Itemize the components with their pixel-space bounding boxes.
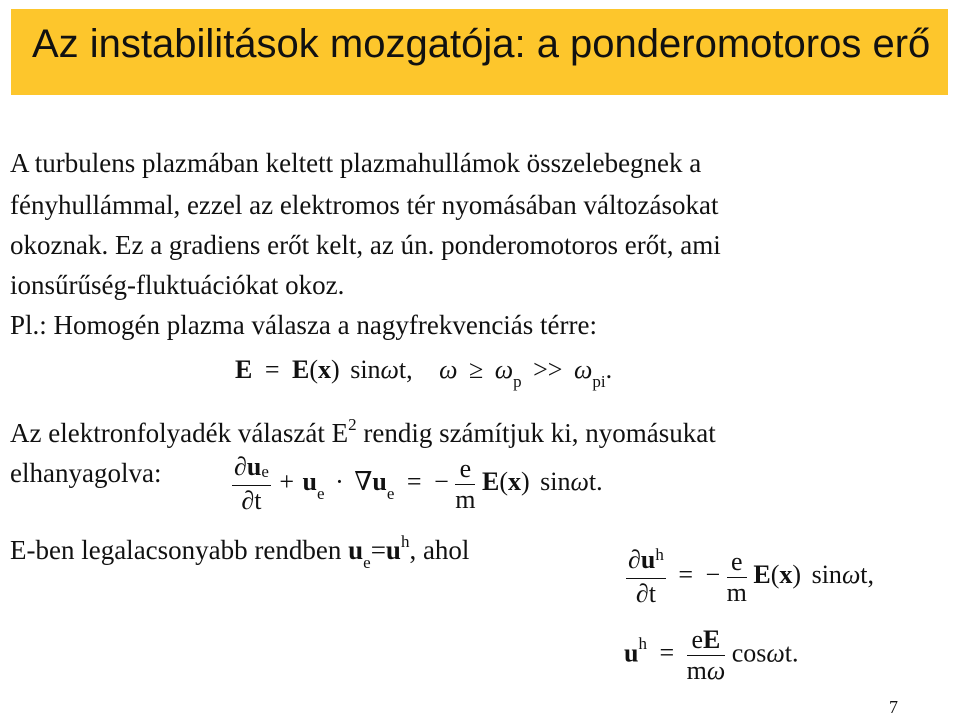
eq1-rhs-E: E bbox=[292, 355, 310, 384]
eq1-equals: = bbox=[264, 355, 280, 384]
paragraph2-line-2: elhanyagolva: bbox=[10, 458, 162, 488]
paragraph-line-2: fényhullámmal, ezzel az elektromos tér nyomásában változásokat bbox=[10, 190, 719, 220]
equation-velocity-derivative bbox=[626, 545, 874, 609]
eq1-p-sub: p bbox=[513, 372, 522, 391]
eq2-sin: sin bbox=[540, 466, 571, 496]
eq3-sin: sin bbox=[811, 559, 842, 589]
paragraph-line-5: Pl.: Homogén plazma válasza a nagyfrekvenciás térre: bbox=[10, 310, 597, 340]
p3-e-sub: e bbox=[363, 553, 371, 572]
eq1-omega-pi: ω bbox=[573, 355, 593, 384]
eq2-paren-close: ) bbox=[521, 466, 530, 496]
eq2-dt-partial: ∂ bbox=[241, 486, 255, 515]
eq2-omega: ω bbox=[570, 466, 589, 496]
eq2-minus: − bbox=[434, 466, 449, 496]
eq2-E: E bbox=[481, 466, 500, 496]
eq1-cond-omega: ω bbox=[439, 355, 458, 384]
eq3-paren-close: ) bbox=[792, 559, 802, 589]
p3-eq: = bbox=[370, 535, 386, 565]
equation-electron-fluid bbox=[232, 452, 603, 516]
eq1-x: x bbox=[318, 355, 332, 384]
eq4-omega: ω bbox=[766, 638, 785, 668]
paragraph-line-1: A turbulens plazmában keltett plazmahullámok összelebegnek a bbox=[10, 148, 702, 178]
eq2-paren-open: ( bbox=[499, 466, 508, 496]
eq3-partial: ∂ bbox=[628, 545, 641, 574]
eq2-plus: + bbox=[279, 466, 295, 496]
eq3-dt-t: t bbox=[648, 579, 656, 608]
p3-suffix: , ahol bbox=[409, 535, 470, 565]
paragraph-line-3: okoznak. Ez a gradiens erőt kelt, az ún. ponderomotoros erőt, ami bbox=[10, 230, 721, 260]
eq1-geq: ≥ bbox=[469, 355, 484, 384]
p3-h-sup: h bbox=[400, 532, 410, 551]
equation-velocity bbox=[624, 625, 799, 686]
eq3-minus: − bbox=[705, 559, 721, 589]
eq4-frac-num-E: E bbox=[703, 625, 721, 654]
eq4-eE-over-momega bbox=[687, 625, 726, 686]
p3-u2: u bbox=[385, 535, 401, 565]
eq2-t: t. bbox=[588, 466, 603, 496]
paragraph-line-4: ionsűrűség-fluktuációkat okoz. bbox=[10, 270, 345, 300]
eq3-e-over-m bbox=[727, 547, 747, 608]
eq2-e-sub3: e bbox=[386, 483, 395, 503]
eq2-frac-num: e bbox=[455, 454, 475, 485]
p2-sup: 2 bbox=[348, 415, 357, 434]
eq3-dt-partial: ∂ bbox=[635, 579, 649, 608]
eq4-h-sup: h bbox=[638, 634, 647, 654]
eq1-paren-open: ( bbox=[309, 355, 319, 384]
eq3-frac-num: e bbox=[727, 547, 747, 578]
eq2-e-sub: e bbox=[261, 462, 269, 481]
eq3-x: x bbox=[779, 559, 793, 589]
p3-u: u bbox=[348, 535, 364, 565]
eq4-cos: cos bbox=[731, 638, 767, 668]
eq1-period: . bbox=[605, 355, 613, 384]
eq1-lhs: E bbox=[235, 355, 253, 384]
eq2-partial: ∂ bbox=[234, 452, 247, 481]
eq2-nabla: ∇ bbox=[354, 466, 373, 496]
eq1-paren-close: ) bbox=[331, 355, 340, 384]
page-number: 7 bbox=[889, 697, 898, 717]
eq2-equals: = bbox=[406, 466, 422, 496]
p3-prefix: E-ben legalacsonyabb rendben bbox=[10, 535, 349, 565]
eq3-h-sup: h bbox=[655, 545, 664, 564]
paragraph3-line bbox=[10, 532, 470, 572]
eq3-E: E bbox=[753, 559, 771, 589]
eq1-sin: sin bbox=[350, 355, 381, 384]
eq2-u: u bbox=[246, 452, 262, 481]
eq3-equals: = bbox=[678, 559, 693, 589]
eq2-dt-t: t bbox=[254, 486, 262, 515]
eq3-paren-open: ( bbox=[770, 559, 780, 589]
eq1-omega-p: ω bbox=[494, 355, 514, 384]
eq1-t: t, bbox=[398, 355, 413, 384]
eq1-gg: >> bbox=[533, 355, 563, 384]
eq2-frac-den: m bbox=[455, 484, 476, 514]
eq2-u2: u bbox=[302, 466, 318, 496]
eq3-t: t, bbox=[860, 559, 875, 589]
eq2-dot: · bbox=[335, 466, 344, 496]
eq2-u3: u bbox=[372, 466, 387, 496]
eq2-time-derivative bbox=[232, 452, 271, 516]
p2-prefix: Az elektronfolyadék válaszát E bbox=[10, 418, 349, 448]
eq3-frac-den: m bbox=[726, 577, 747, 607]
eq4-equals: = bbox=[659, 638, 675, 668]
eq1-pi-sub: pi bbox=[592, 372, 606, 391]
eq3-u: u bbox=[640, 545, 656, 574]
eq4-frac-num-e: e bbox=[691, 625, 704, 654]
eq4-frac-den-omega: ω bbox=[706, 656, 726, 685]
eq4-u: u bbox=[624, 638, 639, 668]
eq2-x: x bbox=[508, 466, 521, 496]
eq3-time-derivative bbox=[626, 545, 666, 609]
eq4-frac-den-m: m bbox=[686, 656, 707, 685]
eq4-t: t. bbox=[784, 638, 799, 668]
eq1-omega: ω bbox=[380, 355, 399, 384]
eq2-e-sub2: e bbox=[317, 483, 325, 503]
slide-title: Az instabilitások mozgatója: a ponderomotoros erő bbox=[32, 22, 931, 66]
p2-suffix: rendig számítjuk ki, nyomásukat bbox=[356, 418, 716, 448]
eq2-e-over-m bbox=[455, 454, 475, 515]
paragraph2-line-1 bbox=[10, 415, 716, 449]
equation-field-definition bbox=[235, 355, 613, 391]
eq3-omega: ω bbox=[841, 559, 861, 589]
